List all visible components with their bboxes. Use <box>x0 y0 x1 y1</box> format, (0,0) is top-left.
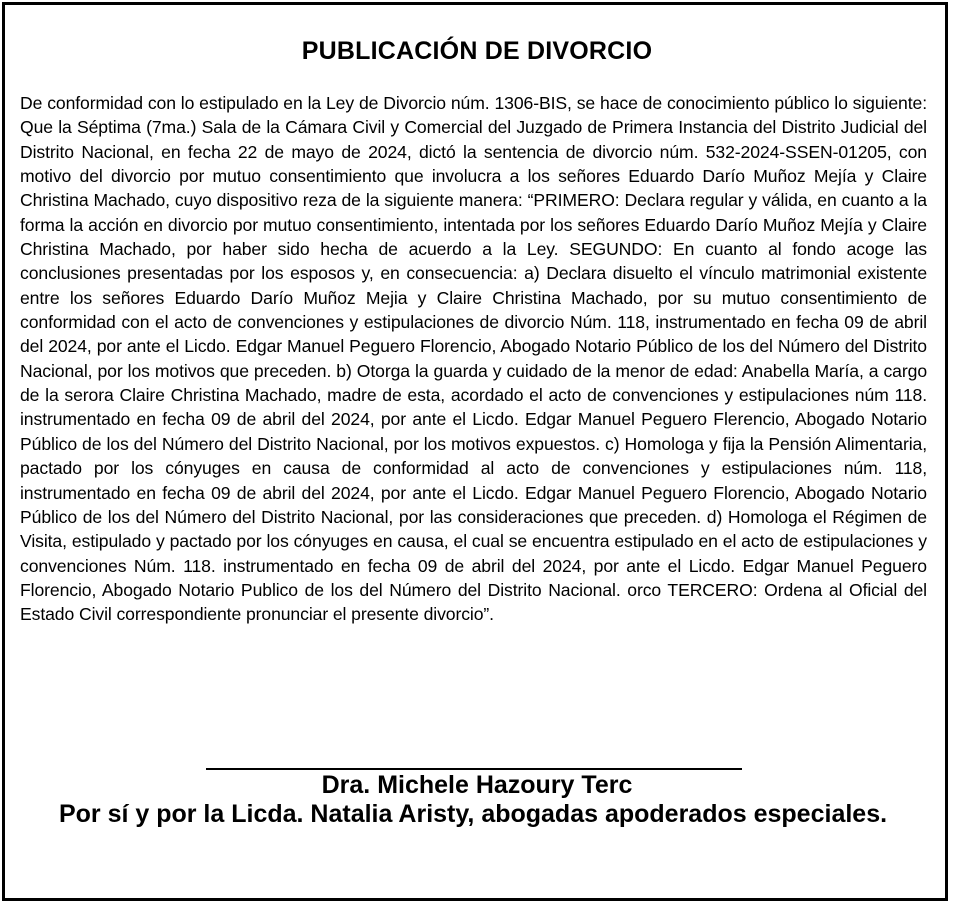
signatory-role: Por sí y por la Licda. Natalia Aristy, abogadas apoderados especiales. <box>58 800 888 828</box>
notice-title: PUBLICACIÓN DE DIVORCIO <box>301 37 653 65</box>
notice-body: De conformidad con lo estipulado en la Ley de Divorcio núm. 1306-BIS, se hace de conocimiento público lo siguiente: Que la Séptima (7ma.) Sala de la Cámara Civil y Comercial del Juzgado de Primera Instancia del Distrito Judicial del Distrito Nacional, en fecha 22 de mayo de 2024, dictó la sentencia de divorcio núm. 532-2024-SSEN-01205, con motivo del divorcio por mutuo consentimiento que involucra a los señores Eduardo Darío Muñoz Mejía y Claire Christina Machado, cuyo dispositivo reza de la siguiente manera: “PRIMERO: Declara regular y válida, en cuanto a la forma la acción en divorcio por mutuo consentimiento, intentada por los señores Eduardo Darío Muñoz Mejía y Claire Christina Machado, por haber sido hecha de acuerdo a la Ley. SEGUNDO: En cuanto al fondo acoge las conclusiones presentadas por los esposos y, en consecuencia: a) Declara disuelto el vínculo matrimonial existente entre los señores Eduardo Darío Muñoz Mejia y Claire Christina Machado, por su mutuo consentimiento de conformidad con el acto de convenciones y estipulaciones de divorcio Núm. 118, instrumentado en fecha 09 de abril del 2024, por ante el Licdo. Edgar Manuel Peguero Florencio, Abogado Notario Público de los del Número del Distrito Nacional, por los motivos que preceden. b) Otorga la guarda y cuidado de la menor de edad: Anabella María, a cargo de la serora Claire Christina Machado, madre de esta, acordado el acto de convenciones y estipulaciones núm 118. instrumentado en fecha 09 de abril del 2024, por ante el Licdo. Edgar Manuel Peguero Flerencio, Abogado Notario Público de los del Número del Distrito Nacional, por los motivos expuestos. c) Homologa y fija la Pensión Alimentaria, pactado por los cónyuges en causa de conformidad al acto de convenciones y estipulaciones núm. 118, instrumentado en fecha 09 de abril del 2024, por ante el Licdo. Edgar Manuel Peguero Florencio, Abogado Notario Público de los del Número del Distrito Nacional, por las consideraciones que preceden. d) Homologa el Régimen de Visita, estipulado y pactado por los cónyuges en causa, el cual se encuentra estipulado en el acto de estipulaciones y convenciones Núm. 118. instrumentado en fecha 09 de abril del 2024, por ante el Licdo. Edgar Manuel Peguero Florencio, Abogado Notario Publico de los del Número del Distrito Nacional. orco TERCERO: Ordena al Oficial del Estado Civil correspondiente pronunciar el presente divorcio”. <box>20 93 927 625</box>
signatory-name: Dra. Michele Hazoury Terc <box>321 771 633 799</box>
